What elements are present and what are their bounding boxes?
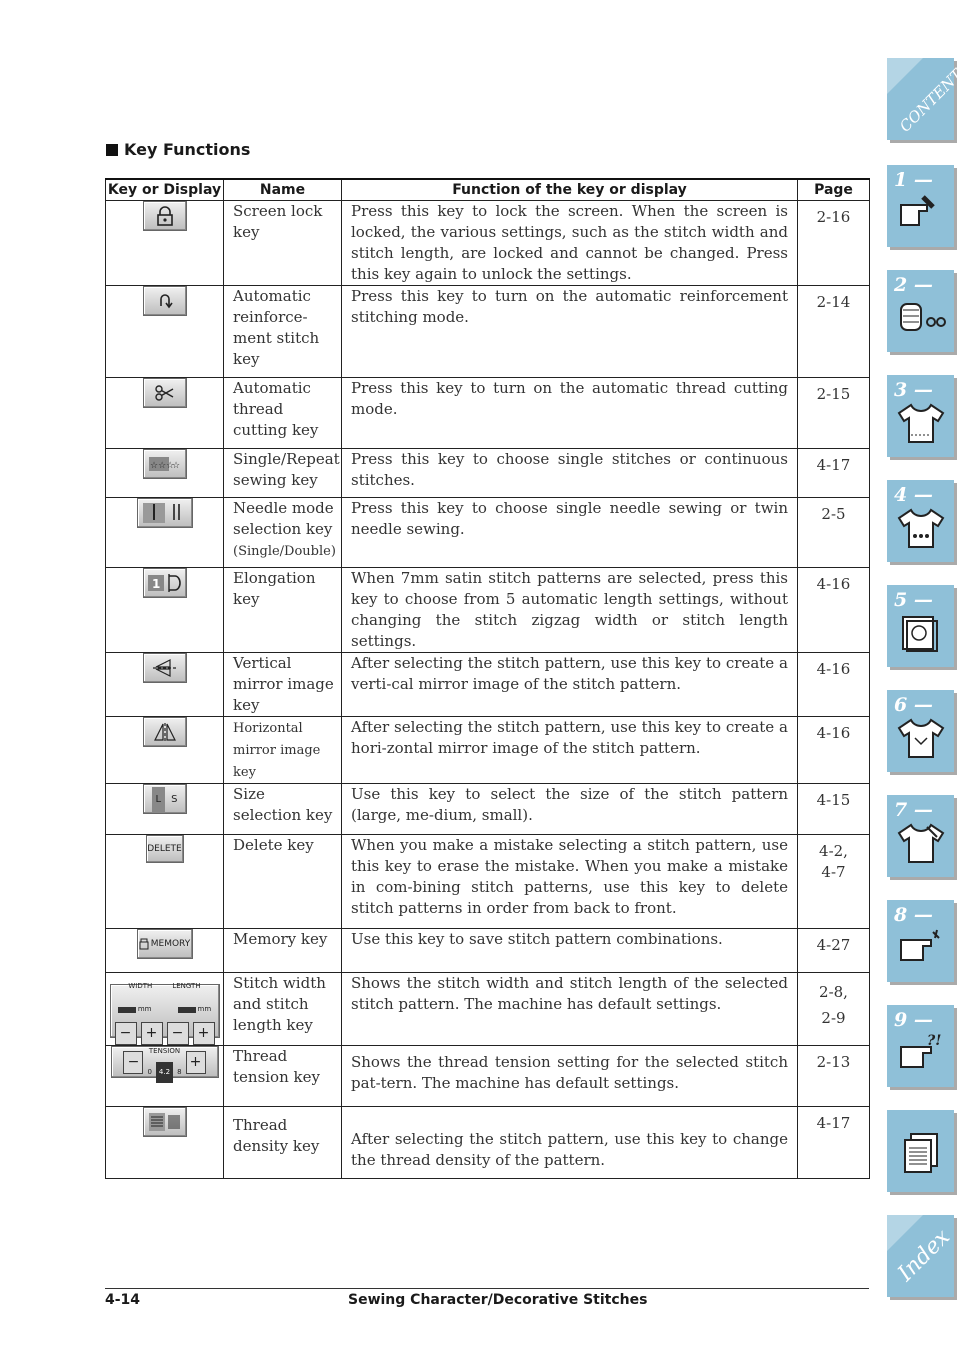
name-cell: Stitch width and stitch length key	[224, 973, 342, 1046]
page-cell: 4-16	[798, 653, 870, 717]
key-cell	[106, 835, 224, 929]
page-cell: 4-2, 4-7	[798, 835, 870, 929]
page-cell: 2-15	[798, 378, 870, 449]
key-cell	[106, 378, 224, 449]
name-cell: Elongation key	[224, 568, 342, 653]
page-cell: 2-16	[798, 201, 870, 286]
documents-icon	[897, 1130, 945, 1178]
key-cell	[106, 449, 224, 498]
sewing-machine-maintenance-icon	[897, 926, 945, 970]
svg-text:1: 1	[151, 577, 160, 591]
name-cell: Screen lock key	[224, 201, 342, 286]
sewing-machine-help-icon	[897, 1031, 945, 1075]
function-cell: Shows the thread tension setting for the selected stitch pat-tern. The machine has default settings.	[342, 1046, 798, 1107]
width-plus-button[interactable]: +	[141, 1022, 163, 1045]
page-cell: 2-8, 2-9	[798, 973, 870, 1046]
tension-icon	[111, 1046, 219, 1078]
key-cell	[106, 568, 224, 653]
stars-icon	[143, 449, 187, 479]
spool-scissors-icon	[897, 296, 945, 340]
table-row	[106, 201, 870, 286]
tab-chapter-5[interactable]: 5 —	[887, 585, 954, 667]
function-cell: Use this key to save stitch pattern combinations.	[342, 929, 798, 973]
key-cell	[106, 784, 224, 835]
footer-divider	[105, 1288, 869, 1289]
function-cell: Press this key to turn on the automatic thread cutting mode.	[342, 378, 798, 449]
name-cell: Automatic thread cutting key	[224, 378, 342, 449]
length-unit: mm	[197, 1005, 212, 1013]
function-cell: When you make a mistake selecting a stitch pattern, use this key to erase the mistake. When you make a mistake in com-bining stitch patterns, use this key to delete stitch patterns in order from back to front.	[342, 835, 798, 929]
key-cell	[106, 929, 224, 973]
key-cell	[106, 1046, 224, 1107]
name-cell: Thread density key	[224, 1107, 342, 1179]
tension-minus-button[interactable]: −	[123, 1051, 143, 1074]
tab-appendix[interactable]	[887, 1110, 954, 1192]
key-cell	[106, 498, 224, 568]
lock-icon	[143, 201, 187, 231]
tab-chapter-3[interactable]: 3 —	[887, 375, 954, 457]
page-cell: 4-15	[798, 784, 870, 835]
tab-index[interactable]: Index	[887, 1215, 954, 1297]
table-row	[106, 378, 870, 449]
function-cell: Press this key to turn on the automatic reinforcement stitching mode.	[342, 286, 798, 378]
header-page: Page	[798, 179, 870, 201]
table-row	[106, 1046, 870, 1107]
length-minus-button[interactable]: −	[167, 1022, 189, 1045]
table-row	[106, 286, 870, 378]
key-cell	[106, 286, 224, 378]
table-row	[106, 498, 870, 568]
size-icon	[143, 784, 187, 814]
page-cell: 4-17	[798, 1107, 870, 1179]
page-cell: 4-27	[798, 929, 870, 973]
tab-chapter-2[interactable]: 2 —	[887, 270, 954, 352]
size-s-label: S	[171, 793, 178, 805]
size-l-label: L	[152, 787, 166, 812]
header-name: Name	[224, 179, 342, 201]
density-icon	[143, 1107, 187, 1137]
square-bullet-icon	[106, 144, 118, 156]
function-cell: Use this key to select the size of the stitch pattern (large, me-dium, small).	[342, 784, 798, 835]
name-cell: Thread tension key	[224, 1046, 342, 1107]
name-cell: Single/Repeat sewing key	[224, 449, 342, 498]
function-cell: After selecting the stitch pattern, use this key to create a verti-cal mirror image of the stitch pattern.	[342, 653, 798, 717]
svg-text:?!: ?!	[927, 1033, 942, 1049]
tab-chapter-8[interactable]: 8 —	[887, 900, 954, 982]
page-cell: 4-17	[798, 449, 870, 498]
tab-contents[interactable]: CONTENTS	[887, 58, 954, 140]
scissors-icon	[143, 378, 187, 408]
table-row	[106, 973, 870, 1046]
shirt-design-icon	[897, 716, 945, 760]
page-cell: 4-16	[798, 568, 870, 653]
page-cell: 2-13	[798, 1046, 870, 1107]
needle-icon	[137, 498, 193, 528]
tab-chapter-6[interactable]: 6 —	[887, 690, 954, 772]
function-cell: After selecting the stitch pattern, use this key to change the thread density of the pattern.	[342, 1107, 798, 1179]
table-row	[106, 717, 870, 784]
tension-value: 4.2	[156, 1062, 173, 1083]
width-length-icon	[110, 982, 220, 1041]
tab-chapter-9[interactable]: 9 — ?!	[887, 1005, 954, 1087]
function-cell: Press this key to lock the screen. When the screen is locked, the various settings, such as the stitch width and stitch length, are locked and cannot be changed. Press this key again to unlock the settings.	[342, 201, 798, 286]
table-header-row	[106, 179, 870, 201]
width-label: WIDTH	[128, 982, 153, 990]
delete-icon: DELETE	[146, 835, 184, 863]
function-cell: After selecting the stitch pattern, use this key to create a hori-zontal mirror image of the stitch pattern.	[342, 717, 798, 784]
page-cell: 2-14	[798, 286, 870, 378]
function-cell: Press this key to choose single stitches or continuous stitches.	[342, 449, 798, 498]
name-cell: Delete key	[224, 835, 342, 929]
table-row	[106, 568, 870, 653]
function-cell: When 7mm satin stitch patterns are selected, press this key to choose from 5 automatic length settings, without changing the stitch zigzag width or stitch length settings.	[342, 568, 798, 653]
footer-page-number: 4-14	[105, 1292, 141, 1308]
key-functions-table	[105, 178, 870, 1179]
table-row	[106, 653, 870, 717]
key-cell	[106, 201, 224, 286]
shirt-icon	[897, 401, 945, 445]
name-cell: Automatic reinforce-ment stitch key	[224, 286, 342, 378]
reverse-arrow-icon	[143, 286, 187, 316]
function-cell: Shows the stitch width and stitch length of the selected stitch pattern. The machine has default settings.	[342, 973, 798, 1046]
width-minus-button[interactable]: −	[115, 1022, 137, 1045]
svg-text:☆☆☆: ☆☆☆	[149, 461, 174, 471]
name-cell: Horizontal mirror image key	[224, 717, 342, 784]
memory-label: MEMORY	[150, 938, 191, 949]
function-cell: Press this key to choose single needle sewing or twin needle sewing.	[342, 498, 798, 568]
table-row	[106, 929, 870, 973]
svg-text:☆: ☆	[171, 461, 180, 471]
name-cell: Memory key	[224, 929, 342, 973]
tension-max-label: 8	[177, 1068, 182, 1076]
table-row	[106, 784, 870, 835]
key-cell	[106, 653, 224, 717]
vertical-mirror-icon	[143, 653, 187, 683]
key-cell	[106, 717, 224, 784]
tension-min-label: 0	[147, 1068, 152, 1076]
sewing-machine-icon	[897, 191, 945, 235]
length-plus-button[interactable]: +	[193, 1022, 215, 1045]
tension-label: TENSION	[148, 1047, 181, 1055]
key-cell	[106, 1107, 224, 1179]
elongation-icon	[143, 568, 187, 598]
embroidery-frame-icon	[897, 611, 945, 655]
key-cell	[106, 973, 224, 1046]
header-function: Function of the key or display	[342, 179, 798, 201]
table-row	[106, 449, 870, 498]
tab-chapter-1[interactable]: 1 —	[887, 165, 954, 247]
name-cell: Needle mode selection key (Single/Double)	[224, 498, 342, 568]
header-key: Key or Display	[106, 179, 224, 201]
tension-plus-button[interactable]: +	[186, 1051, 206, 1074]
page-cell: 2-5	[798, 498, 870, 568]
horizontal-mirror-icon	[143, 717, 187, 747]
shirt-scissors-icon	[897, 821, 945, 865]
tab-chapter-7[interactable]: 7 —	[887, 795, 954, 877]
table-row	[106, 1107, 870, 1179]
name-cell: Vertical mirror image key	[224, 653, 342, 717]
section-title: Key Functions	[106, 140, 250, 159]
name-cell: Size selection key	[224, 784, 342, 835]
width-unit: mm	[137, 1005, 152, 1013]
length-label: LENGTH	[172, 982, 201, 990]
memory-icon	[137, 929, 193, 959]
tab-chapter-4[interactable]: 4 —	[887, 480, 954, 562]
table-row	[106, 835, 870, 929]
page-cell: 4-16	[798, 717, 870, 784]
footer-title: Sewing Character/Decorative Stitches	[348, 1292, 648, 1308]
shirt-abc-icon	[897, 506, 945, 550]
